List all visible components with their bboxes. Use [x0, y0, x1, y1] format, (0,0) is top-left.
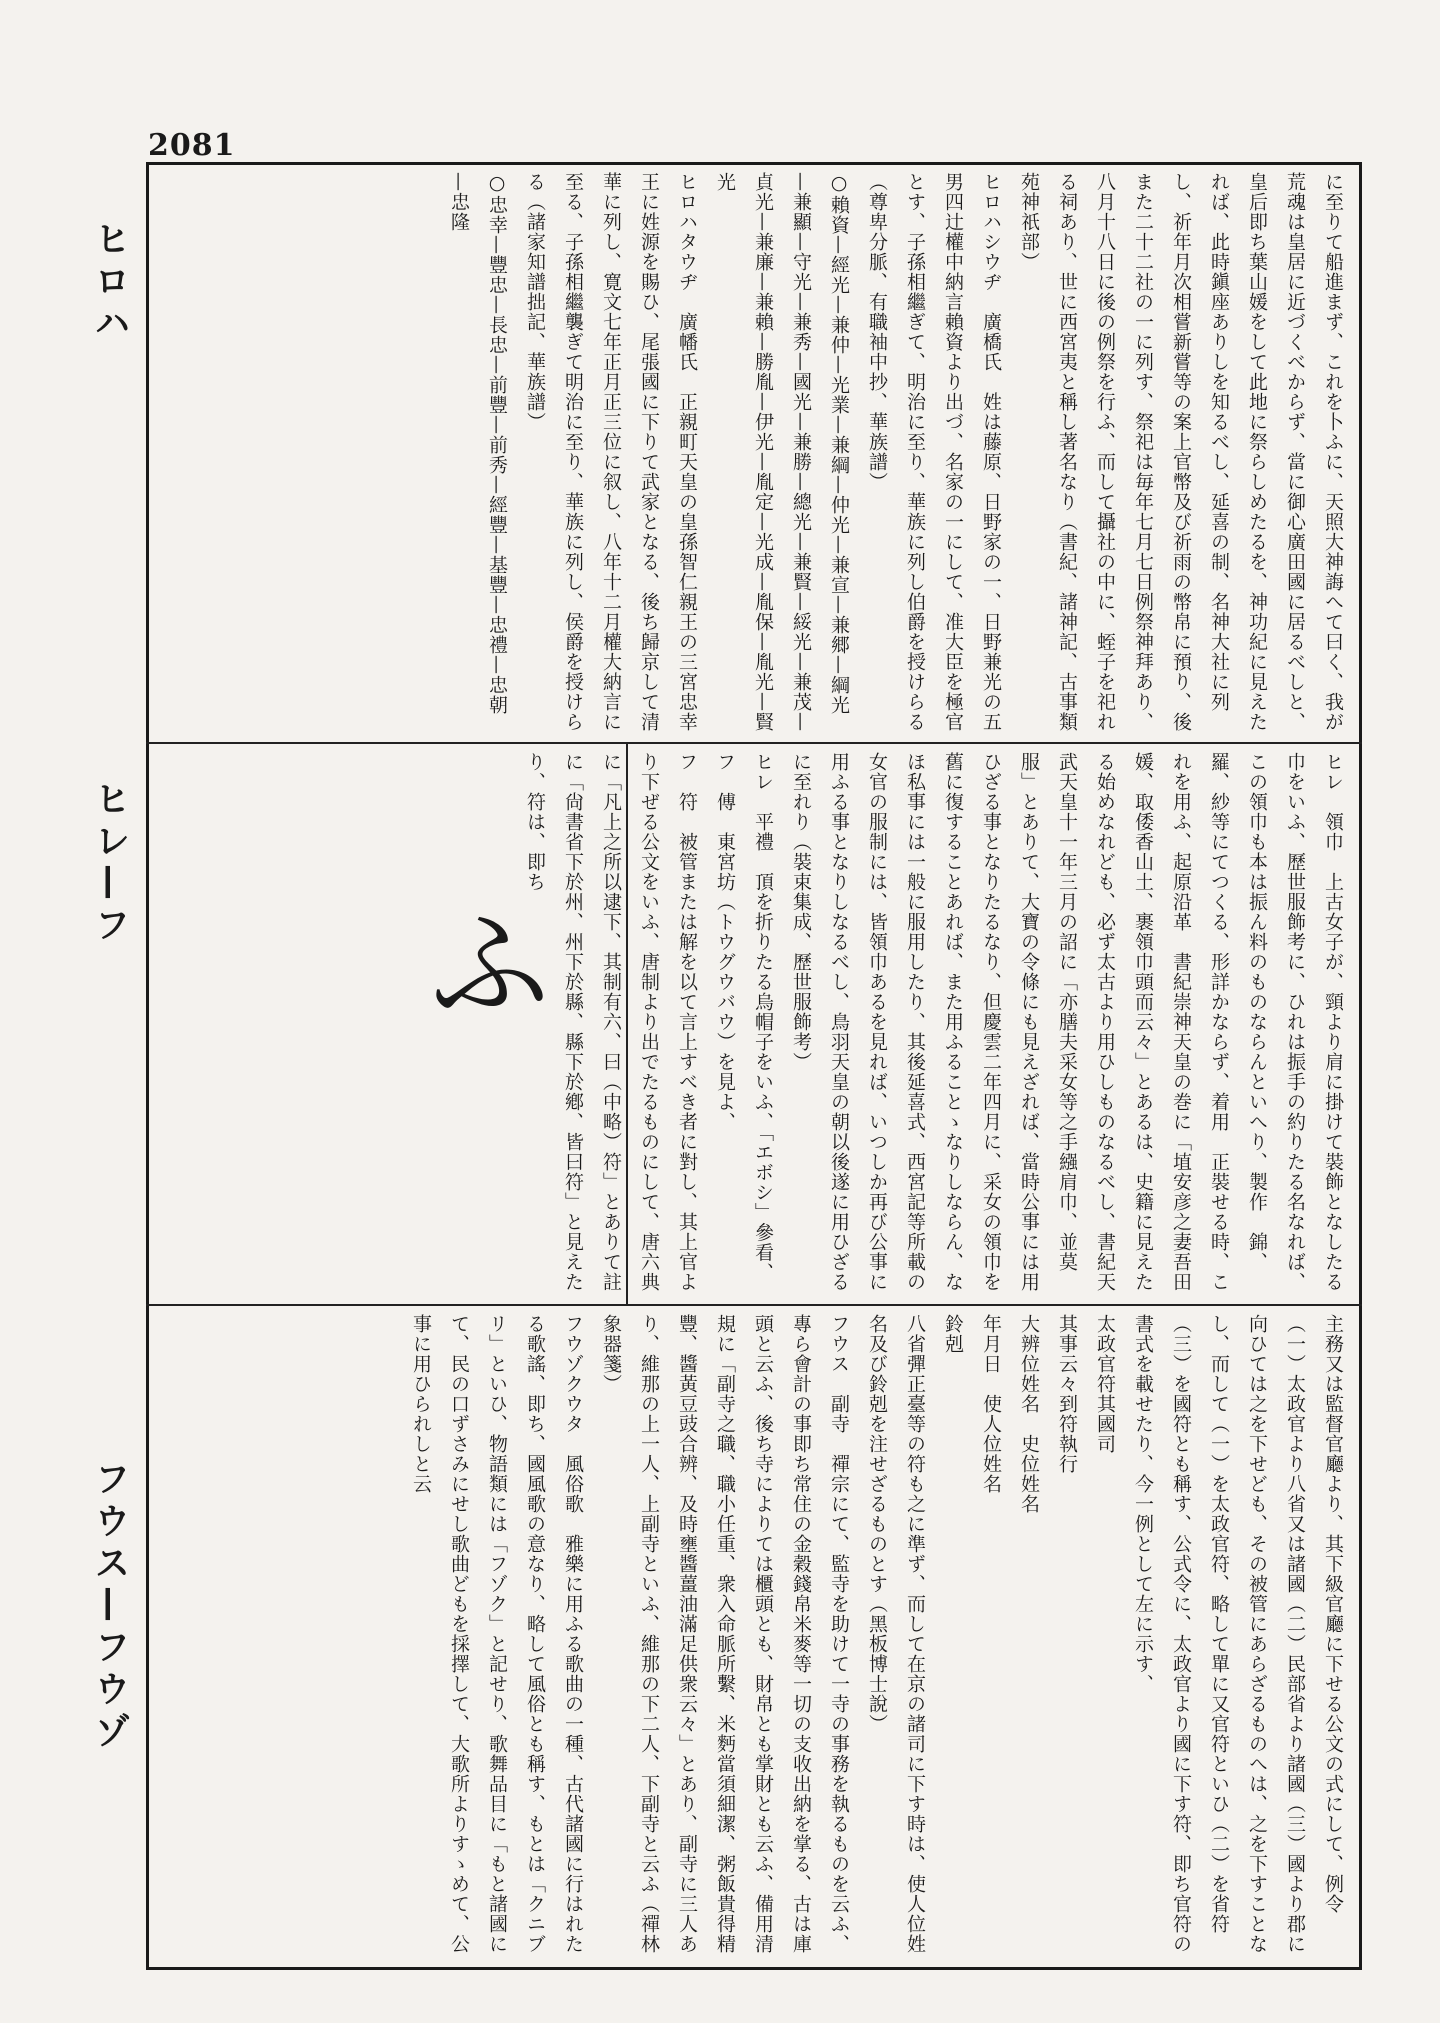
top-band-text: に至りて船進まず、これを卜ふに、天照大神誨へて曰く、我が荒魂は皇居に近づくべからず、當に御心廣田國に居るべしと、皇后即ち葉山媛をして此地に祭らしめたるを、神功紀に見えたれば、此時鎭座ありしを知るべし、延喜の制、名神大社に列し、祈年月次相嘗新嘗等の案上官幣及び祈雨の幣帛に預り、後また二十二社の一に列す、祭祀は毎年七月七日例祭神拜あり、八月十八日に後の例祭を行ふ、而して攝社の中に、蛭子を祀れる祠あり、世に西宮夷と稱し著名なり（書紀、諸神記、古事類苑神祇部） ヒロハシウヂ 廣橋氏 姓は藤原、日野家の一、日野兼光の五男四辻權中納言賴資より出づ、名家の一にして、准大臣を極官とす、子孫相繼ぎて、明治に至り、華族に列し伯爵を授けらる（尊卑分脈、有職袖中抄、華族譜） ○賴資—經光—兼仲—光業—兼綱—仲光—兼宣—兼郷—綱光—兼顯—守光—兼秀—國光—兼勝—總光—兼賢—綏光—兼茂—貞光—兼廉—兼賴—勝胤—伊光—胤定—光成—胤保—胤光—賢光 ヒロハタウヂ 廣幡氏 正親町天皇の皇孫智仁親王の三宮忠幸王に姓源を賜ひ、尾張國に下りて武家となる、後ち歸京して清華に列し、寛文七年正月正三位に叙し、八年十二月權大納言に至る、子孫相繼襲ぎて明治に至り、華族に列し、侯爵を授けらる（諸家知譜拙記、華族譜） ○忠幸—豐忠—長忠—前豐—前秀—經豐—基豐—忠禮—忠朝—忠隆: [448, 172, 1344, 732]
middle-band-text: ヒレ 領巾 上古女子が、頸より肩に掛けて裝飾となしたる巾をいふ、歷世服飾考に、ひれは振手の約りたる名なれば、この領巾も本は振ん料のものならんといへり、製作 錦、羅、紗等にてつくる、形詳かならず、着用 正裝せる時、これを用ふ、起原沿革 書紀崇神天皇の巻に「埴安彦之妻吾田媛、取倭香山土、裹領巾頭而云々」とあるは、史籍に見えたる始めなれども、必ず太古より用ひしものなるべし、書紀天武天皇十一年三月の詔に「亦膳夫采女等之手繦肩巾、並莫服」とありて、大寶の令條にも見えざれば、當時公事には用ひざる事となりたるなり、但慶雲二年四月に、采女の領巾を舊に復することあれば、また用ふることゝなりしならん、なほ私事には一般に服用したり、其後延喜式、西宮記等所載の女官の服制には、皆領巾あるを見れば、いつしか再び公事に用ふる事となりしなるべし、鳥羽天皇の朝以後遂に用ひざるに至れり（裝束集成、歷世服飾考） ヒレ 平禮 頂を折りたる烏帽子をいふ、「エボシ」參看、 フ 傅 東宮坊（トウグウバウ）を見よ、 フ 符 被管または解を以て言上すべき者に對し、其上官より下ぜる公文をいふ、唐制より出でたるものにして、唐六典に「凡上之所以逮下、其制有六、曰（中略）符」とありて註に「尙書省下於州、州下於縣、縣下於鄕、皆曰符」と見えたり、符は、即ち: [524, 752, 1344, 1292]
side-label-middle: ヒレ—フ: [89, 780, 130, 948]
section-divider-bottom: [146, 1304, 1362, 1306]
big-kana-fu: ふ: [430, 897, 550, 1036]
bottom-band-text: 主務又は監督官廳より、其下級官廳に下せる公文の式にして、例令（一）太政官より八省又は諸國（二）民部省より諸國（三）國より郡に向ひては之を下せども、その被管にあらざるものへは、之を下すことなし、而して（一）を太政官符、略して單に又官符といひ（二）を省符（三）を國符とも稱す、公式令に、太政官より國に下す符、即ち官符の書式を載せたり、今一例として左に示す、 太政官符其國司 其事云々到符執行 大辨位姓名 史位姓名 年月日 使人位姓名 鈴剋 八省彈正臺等の符も之に準ず、而して在京の諸司に下す時は、使人位姓名及び鈴剋を注せざるものとす（黑板博士說） フウス 副寺 禪宗にて、監寺を助けて一寺の事務を執るものを云ふ、專ら會計の事即ち常住の金穀錢帛米麥等一切の支收出納を掌る、古は庫頭と云ふ、後ち寺によりては櫃頭とも、財帛とも掌財とも云ふ、備用清規に「副寺之職、職小任重、衆入命脈所繫、米麪當須細潔、粥飯貴得精豐、醬黃豆豉合辨、及時壅醬薑油滿足供衆云々」とあり、副寺に三人あり、維那の上一人、上副寺といふ、維那の下二人、下副寺と云ふ（禪林象器箋） フウゾクウタ 風俗歌 雅樂に用ふる歌曲の一種、古代諸國に行はれたる歌謠、即ち、國風歌の意なり、略して風俗とも稱す、もとは「クニブリ」といひ、物語類には「フゾク」と記せり、歌舞品目に「もと諸國にて、民の口ずさみにせし歌曲どもを採擇して、大歌所よりすゝめて、公事に用ひられしと云: [410, 1314, 1344, 1954]
section-divider-top: [146, 742, 1362, 744]
side-label-top: ヒロハ: [89, 220, 130, 346]
page-number: 2081: [148, 128, 236, 163]
side-label-bottom: フウス—フウゾ: [89, 1460, 130, 1754]
